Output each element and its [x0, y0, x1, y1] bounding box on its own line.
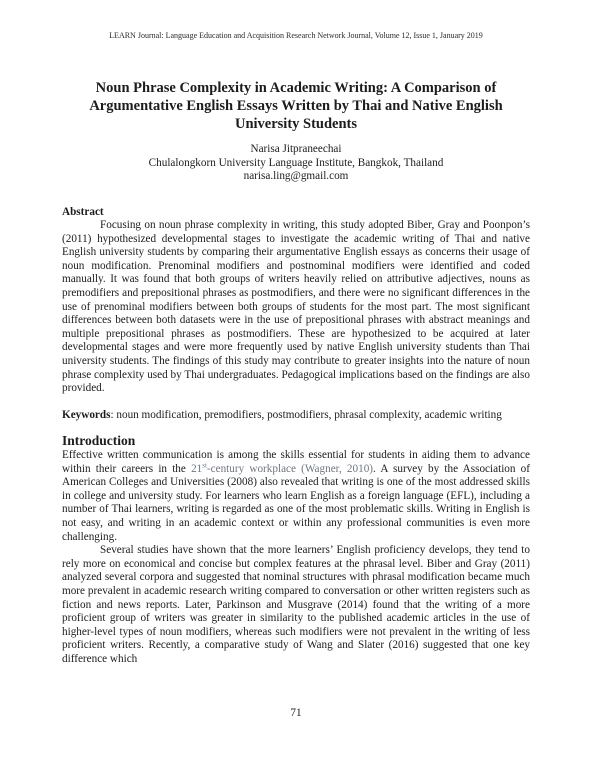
keywords-line	[62, 409, 530, 423]
keywords-label: Keywords	[62, 409, 111, 422]
title-line-3: University Students	[234, 116, 358, 132]
title-line-2: Argumentative English Essays Written by Thai and Native English	[89, 98, 503, 114]
abstract-heading: Abstract	[62, 205, 104, 218]
citation-wagner-2010: -century workplace (Wagner, 2010)	[206, 462, 374, 475]
intro-p1-text-before: Effective written communication is among the skills essential for students in aiding them to advance within their careers in the	[62, 449, 530, 475]
author-block	[62, 143, 530, 184]
paper-title	[62, 79, 530, 133]
author-affiliation: Chulalongkorn University Language Institute, Bangkok, Thailand	[148, 156, 444, 169]
abstract-section	[62, 206, 530, 396]
intro-paragraph-2: Several studies have shown that the more learners’ English proficiency develops, they tend to rely more on economical and concise but complex features at the phrasal level. Biber and Gray (2011) analyzed several corpora and suggested that nominal structures with phrasal modification became much more prevalent in academic research writing compared to conversation or other written registers such as fiction and news reports. Later, Parkinson and Musgrave (2014) found that the writing of a more proficient group of writers was greater in similarity to the published academic articles in the use of higher-level types of noun modifiers, whereas such modifiers were not prevalent in the writing of less proficient writers. Recently, a comparative study of Wang and Slater (2016) suggested that one key difference which	[62, 544, 530, 665]
citation-superscript-st: st	[202, 460, 207, 469]
citation-21: 21	[191, 462, 203, 475]
author-email: narisa.ling@gmail.com	[243, 170, 349, 182]
author-name: Narisa Jitpraneechai	[250, 143, 342, 155]
intro-paragraph-1	[62, 449, 530, 544]
intro-p1-text-after: . A survey by the Association of American Colleges and Universities (2008) also revealed that writing is one of the most addressed skills in college and university study. For learners who learn English as a foreign language (EFL), including a number of Thai learners, writing is regarded as one of the most problematic skills. Writing in English is not easy, and writing in an academic context or within any professional communities is even more challenging.	[62, 462, 530, 543]
page-number: 71	[290, 707, 302, 719]
introduction-heading: Introduction	[62, 433, 136, 448]
abstract-text: Focusing on noun phrase complexity in writing, this study adopted Biber, Gray and Poonpon’s (2011) hypothesized developmental stages to investigate the academic writing of Thai and native English university students by comparing their argumentative English essays as concerns their usage of noun modification. Prenominal modifiers and postnominal modifiers were identified and coded manually. It was found that both groups of writers heavily relied on attributive adjectives, nouns as premodifiers and prepositional phrases as postmodifiers, and there were no significant differences in the use of prenominal modifiers between both groups of students for the most part. The most significant differences between both datasets were in the use of prepositional phrases with abstract meanings and multiple prepositional phrases as postmodifiers. These are hypothesized to be acquired at later developmental stages and were more frequently used by native English university students than Thai university students. The findings of this study may contribute to greater insights into the nature of noun phrase complexity used by Thai undergraduates. Pedagogical implications based on the findings are also provided.	[62, 219, 530, 395]
title-line-1: Noun Phrase Complexity in Academic Writing: A Comparison of	[95, 80, 497, 96]
keywords-text: : noun modification, premodifiers, postmodifiers, phrasal complexity, academic writing	[110, 409, 502, 422]
journal-header: LEARN Journal: Language Education and Acquisition Research Network Journal, Volume 12, Issue 1, January 2019	[109, 31, 483, 40]
